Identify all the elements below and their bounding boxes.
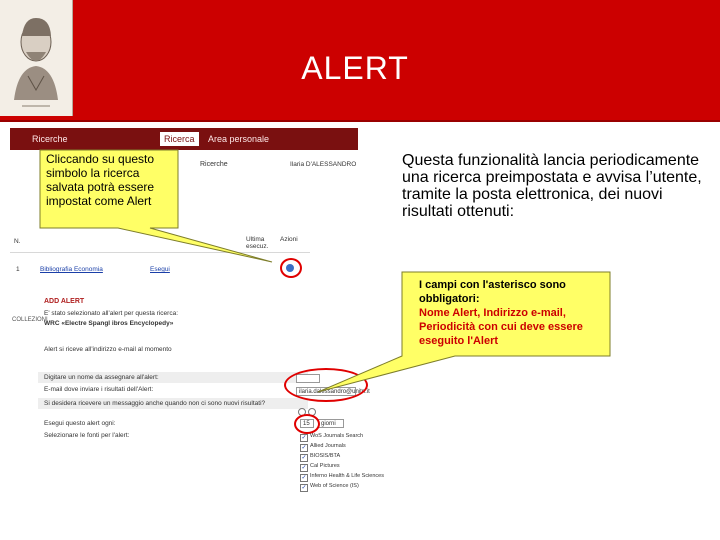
embedded-tab-personal-area[interactable]: Area personale	[208, 134, 270, 144]
source-checkbox[interactable]: ✓	[301, 485, 307, 491]
period-input[interactable]: 15	[300, 419, 314, 428]
source-checkbox[interactable]: ✓	[301, 445, 307, 451]
source-label: Allied Journals	[310, 443, 346, 449]
form-field-sources-label: Selezionare le fonti per l'alert:	[44, 432, 130, 439]
form-intro-line2: WRC «Electre Spangl ibros Encyclopedy»	[44, 320, 174, 327]
form-field-format-label: Si desidera ricevere un messaggio anche quando non ci sono nuovi risultati?	[44, 400, 266, 407]
source-label: Web of Science (IS)	[310, 483, 359, 489]
callout-required-intro: I campi con l'asterisco sono obbligatori:	[419, 279, 566, 305]
source-checkbox[interactable]: ✓	[301, 435, 307, 441]
table-col-alert: Azioni	[280, 236, 298, 243]
table-col-no: N.	[14, 238, 21, 245]
callout-saved-search-text: Cliccando su questo simbolo la ricerca salvata potrà essere impostat come Alert	[46, 152, 155, 208]
table-row-action[interactable]: Esegui	[150, 266, 170, 273]
slide-description: Questa funzionalità lancia periodicamente una ricerca preimpostata e avvisa l’utente, tramite la posta elettronica, dei nuovi risultati ottenuti:	[402, 152, 702, 220]
source-checkbox[interactable]: ✓	[301, 455, 307, 461]
add-alert-title: ADD ALERT	[44, 298, 85, 305]
source-checkbox[interactable]: ✓	[301, 475, 307, 481]
embedded-tab-search[interactable]: Ricerca	[160, 132, 199, 146]
table-row-number: 1	[16, 266, 20, 273]
source-checkbox[interactable]: ✓	[301, 465, 307, 471]
callout-required-fields: Nome Alert, Indirizzo e-mail, Periodicità con cui deve essere eseguito l'Alert	[419, 307, 583, 347]
form-field-period-label: Esegui questo alert ogni:	[44, 420, 116, 427]
table-row-link[interactable]: Bibliografia Economia	[40, 266, 103, 273]
form-intro-line3: Alert si riceve all'indirizzo e-mail al momento	[44, 346, 172, 353]
table-col-last: Ultima esecuz.	[246, 236, 269, 250]
source-label: BIOSIS/BTA	[310, 453, 341, 459]
slide-title: ALERT	[301, 50, 409, 86]
embedded-tab-searches[interactable]: Ricerche	[32, 134, 68, 144]
embedded-header-fragment: Ricerche	[200, 161, 228, 168]
period-unit-select[interactable]: giorni	[318, 419, 344, 428]
source-label: Inferno Health & Life Sciences	[310, 473, 384, 479]
alert-email-input[interactable]: ilaria.dalessandro@unitn.it	[296, 387, 356, 396]
form-field-email-label: E-mail dove inviare i risultati dell'Alert:	[44, 386, 154, 393]
source-label: Cal Pictures	[310, 463, 340, 469]
form-intro-line1: E' stato selezionato all'alert per questa ricerca:	[44, 310, 178, 317]
embedded-user-name: Ilaria D'ALESSANDRO	[290, 161, 357, 168]
form-field-name-label: Digitare un nome da assegnare all'alert:	[44, 374, 159, 381]
collections-side-label: COLLEZIONI	[12, 317, 48, 323]
source-label: WoS Journals Search	[310, 433, 364, 439]
